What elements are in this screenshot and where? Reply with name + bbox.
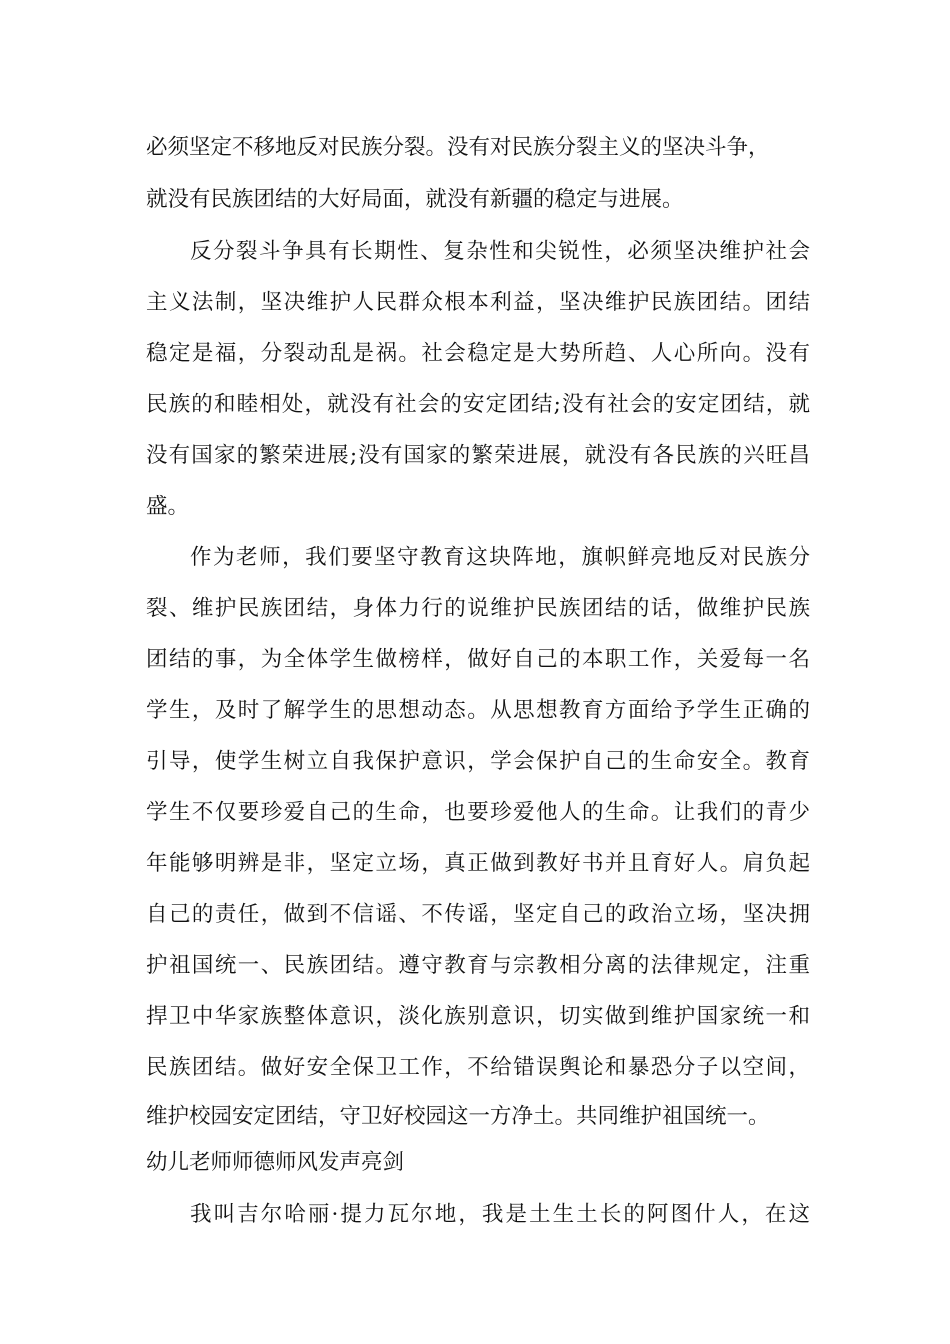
paragraph-first-line: 反分裂斗争具有长期性、复杂性和尖锐性，必须坚决维护社会: [190, 239, 810, 264]
section-heading: 幼儿老师师德师风发声亮剑: [146, 1150, 405, 1175]
text-line: 捍卫中华家族整体意识，淡化族别意识，切实做到维护国家统一和: [146, 1004, 810, 1029]
text-line: 维护校园安定团结，守卫好校园这一方净土。共同维护祖国统一。: [146, 1104, 770, 1129]
text-line: 引导，使学生树立自我保护意识，学会保护自己的生命安全。教育: [146, 749, 810, 774]
paragraph-first-line: 我叫吉尔哈丽·提力瓦尔地，我是土生土长的阿图什人，在这: [190, 1202, 810, 1227]
text-line: 学生不仅要珍爱自己的生命，也要珍爱他人的生命。让我们的青少: [146, 800, 810, 825]
text-line: 民族的和睦相处，就没有社会的安定团结;没有社会的安定团结，就: [146, 392, 810, 417]
text-line: 护祖国统一、民族团结。遵守教育与宗教相分离的法律规定，注重: [146, 953, 810, 978]
text-line: 主义法制，坚决维护人民群众根本利益，坚决维护民族团结。团结: [146, 290, 810, 315]
text-line: 稳定是福，分裂动乱是祸。社会稳定是大势所趋、人心所向。没有: [146, 341, 810, 366]
text-line: 没有国家的繁荣进展;没有国家的繁荣进展，就没有各民族的兴旺昌: [146, 443, 810, 468]
text-line: 必须坚定不移地反对民族分裂。没有对民族分裂主义的坚决斗争，: [146, 135, 770, 160]
text-line: 裂、维护民族团结，身体力行的说维护民族团结的话，做维护民族: [146, 596, 810, 621]
text-line: 团结的事，为全体学生做榜样，做好自己的本职工作，关爱每一名: [146, 647, 810, 672]
text-line: 年能够明辨是非，坚定立场，真正做到教好书并且育好人。肩负起: [146, 851, 810, 876]
text-line: 自己的责任，做到不信谣、不传谣，坚定自己的政治立场，坚决拥: [146, 902, 810, 927]
text-line: 就没有民族团结的大好局面，就没有新疆的稳定与进展。: [146, 187, 684, 212]
text-line: 民族团结。做好安全保卫工作，不给错误舆论和暴恐分子以空间，: [146, 1055, 810, 1080]
text-line: 盛。: [146, 494, 190, 519]
paragraph-first-line: 作为老师，我们要坚守教育这块阵地，旗帜鲜亮地反对民族分: [190, 545, 810, 570]
text-line: 学生，及时了解学生的思想动态。从思想教育方面给予学生正确的: [146, 698, 810, 723]
